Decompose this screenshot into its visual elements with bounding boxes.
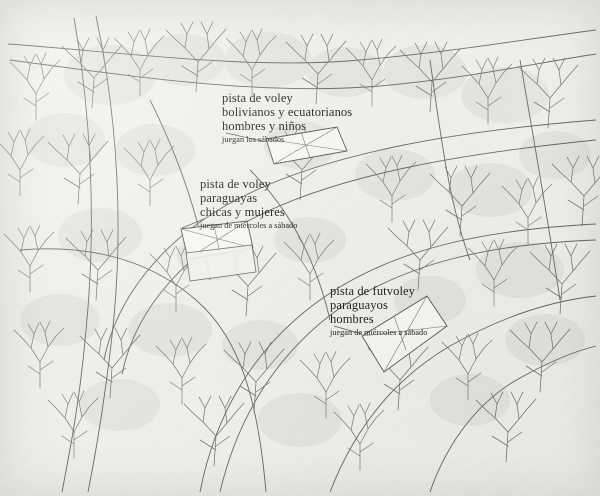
annotation-futvoley-paraguayos <box>330 284 427 337</box>
annotation-line: hombres y niños <box>222 119 307 133</box>
annotation-line: hombres <box>330 312 374 326</box>
annotation-line: pista de voley <box>222 91 293 105</box>
annotation-line: pista de futvoley <box>330 284 416 298</box>
annotation-subtitle: juegan los sábados <box>222 135 285 144</box>
annotation-line: pista de voley <box>200 177 271 191</box>
annotation-voley-bolivianos <box>222 91 352 144</box>
annotation-line: paraguayas <box>200 191 258 205</box>
annotation-line: chicas y mujeres <box>200 205 285 219</box>
annotation-line: paraguayos <box>330 298 388 312</box>
annotation-subtitle: juegan de miércoles a sábado <box>330 328 428 337</box>
annotation-line: bolivianos y ecuatorianos <box>222 105 353 119</box>
annotation-voley-paraguayas <box>200 177 297 230</box>
annotation-subtitle: juegan de miércoles a sábado <box>200 221 298 230</box>
